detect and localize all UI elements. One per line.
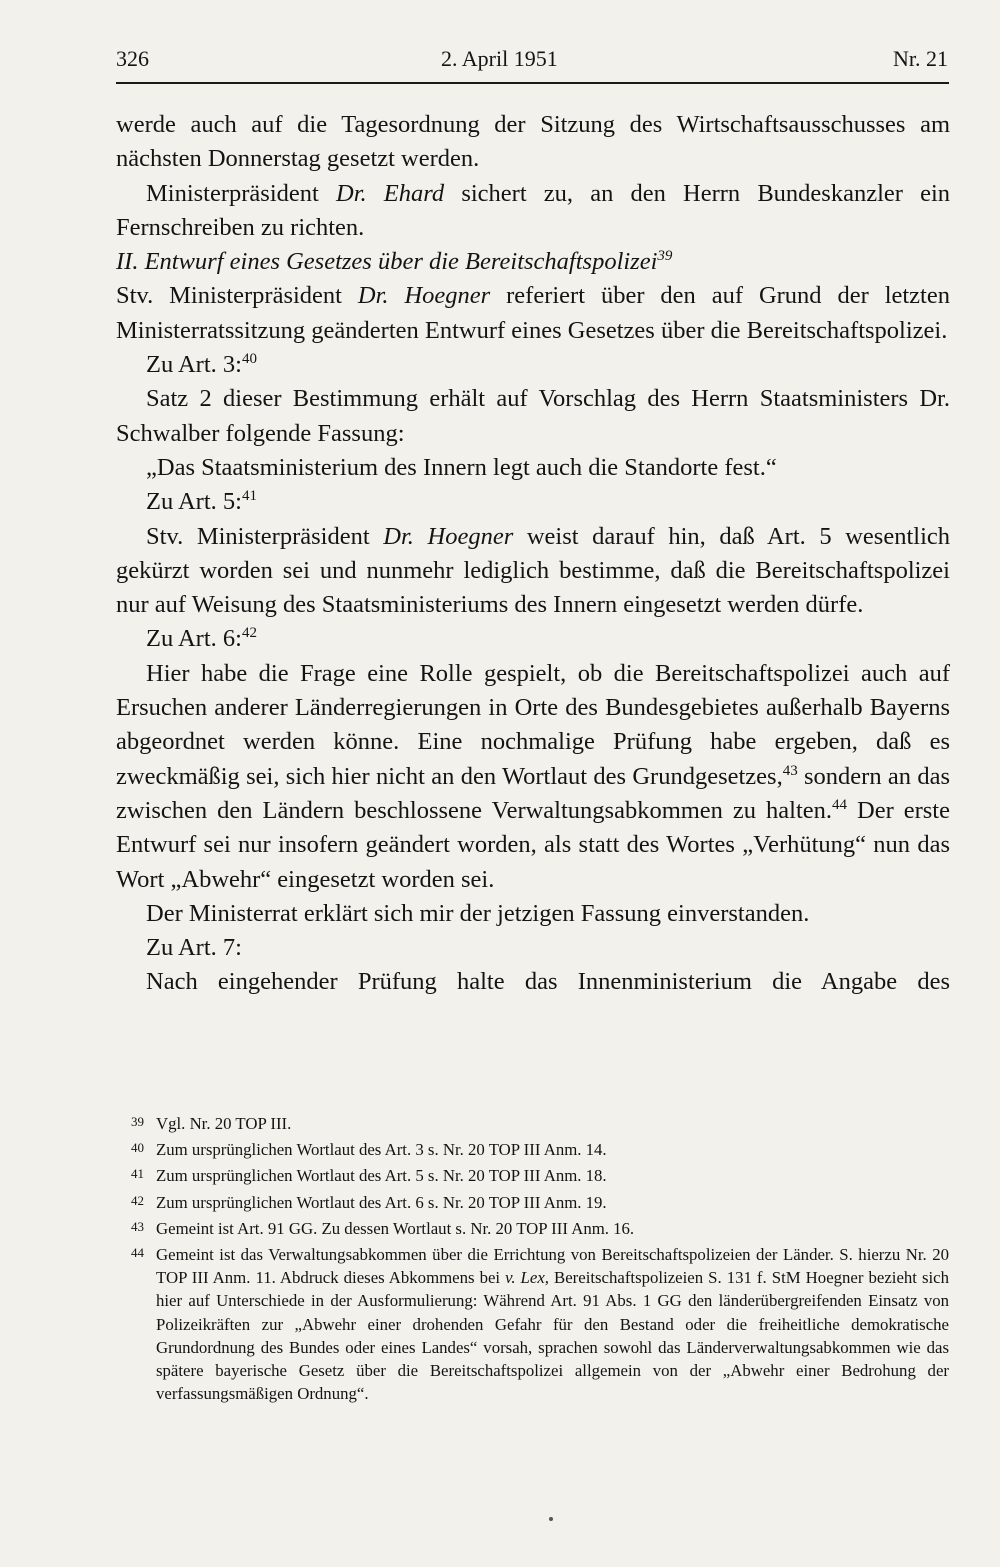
person-name: Dr. Hoegner [357, 282, 491, 310]
footnote: 40 Zum ursprünglichen Wortlaut des Art. 3 s. Nr. 20 TOP III Anm. 14. [131, 1138, 949, 1161]
issue-number: Nr. 21 [893, 46, 948, 71]
footnote-number: 44 [131, 1245, 144, 1261]
article-label: Zu Art. 6:$^{42}$ [146, 625, 257, 653]
footnote-number: 41 [131, 1166, 144, 1182]
footnote: 42 Zum ursprünglichen Wortlaut des Art. 6 s. Nr. 20 TOP III Anm. 19. [131, 1191, 949, 1214]
footnote-number: 43 [131, 1218, 144, 1234]
paragraph: werde auch auf die Tagesordnung der Sitzung des Wirtschaftsausschusses am nächsten Donnerstag gesetzt werden. [116, 111, 950, 173]
footnote-ref: 39 [657, 248, 673, 265]
author-name: v. Lex [505, 1268, 545, 1288]
footnote-ref: 42 [241, 625, 257, 642]
footnote-ref: 41 [241, 488, 257, 505]
footnote-number: 40 [131, 1140, 144, 1156]
running-header [116, 46, 948, 80]
quotation: „Das Staatsministerium des Innern legt auch die Standorte fest.“ [146, 453, 777, 481]
footnote-ref: 43 [782, 762, 798, 779]
footnote-ref: 44 [832, 796, 848, 813]
footnotes [131, 1112, 949, 1408]
header-date: 2. April 1951 [441, 46, 558, 71]
paragraph: Der Ministerrat erklärt sich mir der jetzigen Fassung einverstanden. [146, 899, 810, 927]
paragraph: Satz 2 dieser Bestimmung erhält auf Vorschlag des Herrn Staatsministers Dr. Schwalber folgende Fassung: [116, 385, 950, 447]
person-name: Dr. Ehard [336, 179, 445, 207]
paragraph: Ministerpräsident Dr. Ehard sichert zu, an den Herrn Bundeskanzler ein Fernschreiben zu richten. [116, 179, 951, 241]
main-text [116, 108, 950, 1000]
footnote: 41 Zum ursprünglichen Wortlaut des Art. 5 s. Nr. 20 TOP III Anm. 18. [131, 1164, 949, 1187]
paragraph: Hier habe die Frage eine Rolle gespielt, ob die Bereitschaftspolizei auch auf Ersuchen anderer Länderregierungen in Orte des Bundesgebietes außerhalb Bayerns abgeordnet werden könne. Eine nochmalige Prüfung habe ergeben, daß es zweckmäßig sei, sich hier nicht an den Wortlaut des Grundgesetzes,$^{43}$ sondern an das zwischen den Ländern beschlossene Verwaltungsabkommen zu halten.$^{44}$ Der erste Entwurf sei nur insofern geändert worden, als statt des Wortes „Verhütung“ nun das Wort „Abwehr“ eingesetzt worden sei. [116, 659, 950, 893]
page-mark [549, 1517, 553, 1521]
footnote-number: 39 [131, 1114, 144, 1129]
footnote: 43 Gemeint ist Art. 91 GG. Zu dessen Wortlaut s. Nr. 20 TOP III Anm. 16. [131, 1217, 949, 1240]
article-label: Zu Art. 7: [146, 934, 242, 962]
article-label: Zu Art. 3:$^{40}$ [146, 351, 257, 379]
paragraph: Stv. Ministerpräsident Dr. Hoegner referiert über den auf Grund der letzten Ministerratssitzung geänderten Entwurf eines Gesetzes über die Bereitschaftspolizei. [116, 282, 950, 344]
page-number: 326 [116, 46, 149, 71]
header-rule [116, 82, 949, 84]
article-label: Zu Art. 5:$^{41}$ [146, 488, 257, 516]
footnote: 44 Gemeint ist das Verwaltungsabkommen über die Errichtung von Bereitschaftspolizeien der Länder. S. hierzu Nr. 20 TOP III Anm. 11. Abdruck dieses Abkommens bei v. Lex, Bereitschaftspolizeien S. 131 f. StM Hoegner bezieht sich hier auf Unterschiede in der Ausformulierung: Während Art. 91 Abs. 1 GG den länderübergreifenden Einsatz von Polizeikräften zur „Abwehr einer drohenden Gefahr für den Bestand oder die freiheitliche demokratische Grundordnung des Bundes oder eines Landes“ vorsah, sprachen sowohl das Länderverwaltungsabkommen wie das spätere bayerische Gesetz über die Bereitschaftspolizei allgemein von der „Abwehr einer Bedrohung der verfassungsmäßigen Ordnung“. [131, 1243, 949, 1405]
section-heading: II. Entwurf eines Gesetzes über die Bereitschaftspolizei$^{39}$ [116, 248, 673, 276]
footnote: 39 Vgl. Nr. 20 TOP III. [131, 1112, 949, 1135]
paragraph: Stv. Ministerpräsident Dr. Hoegner weist darauf hin, daß Art. 5 wesentlich gekürzt worden sei und nunmehr lediglich bestimme, daß die Bereitschaftspolizei nur auf Weisung des Staatsministeriums des Innern eingesetzt werden dürfe. [116, 522, 950, 619]
person-name: Dr. Hoegner [383, 522, 514, 550]
footnote-ref: 40 [241, 351, 257, 368]
footnote-number: 42 [131, 1192, 144, 1208]
paragraph: Nach eingehender Prüfung halte das Innenministerium die Angabe des [146, 968, 950, 996]
